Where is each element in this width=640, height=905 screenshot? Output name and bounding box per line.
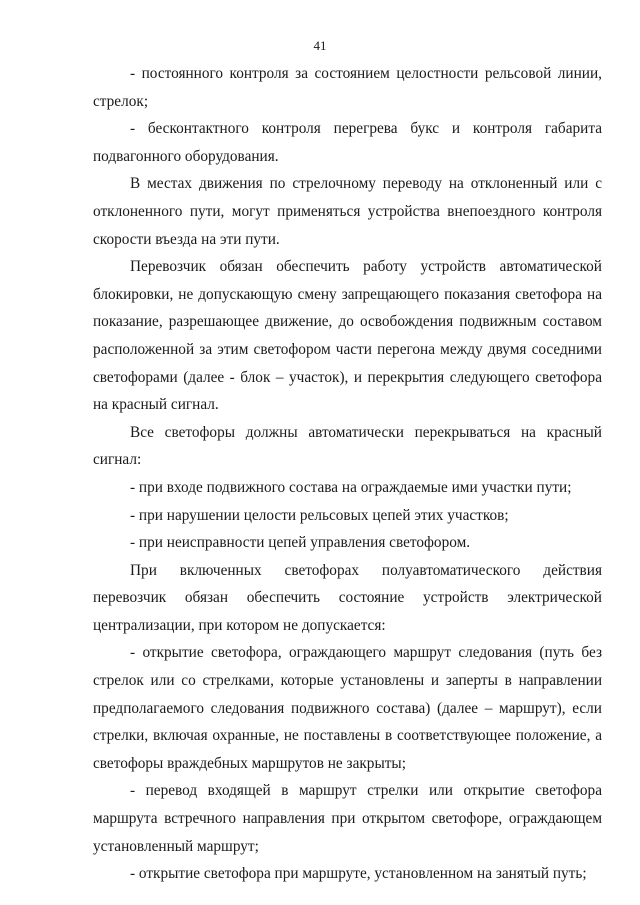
- paragraph: - бесконтактного контроля перегрева букс и контроля габарита подвагонного оборудования.: [93, 120, 602, 165]
- paragraph: - постоянного контроля за состоянием целостности рельсовой линии, стрелок;: [93, 65, 602, 110]
- page-number: 41: [313, 38, 327, 53]
- paragraph: - при неисправности цепей управления светофором.: [130, 534, 471, 552]
- paragraph: - открытие светофора при маршруте, установленном на занятый путь;: [130, 865, 587, 883]
- paragraph: - открытие светофора, ограждающего маршрут следования (путь без стрелок или со стрелками, которые установлены и заперты в направлении предполагаемого следования подвижного состава) (далее – маршрут), если стрелки, включая охранные, не поставлены в соответствующее положение, а светофоры враждебных маршрутов не закрыты;: [93, 644, 602, 772]
- paragraph: В местах движения по стрелочному переводу на отклоненный или с отклоненного пути, могут применяться устройства внепоездного контроля скорости въезда на эти пути.: [93, 175, 602, 248]
- paragraph: Перевозчик обязан обеспечить работу устройств автоматической блокировки, не допускающую смену запрещающего показания светофора на показание, разрешающее движение, до освобождения подвижным составом расположенной за этим светофором части перегона между двумя соседними светофорами (далее - блок – участок), и перекрытия следующего светофора на красный сигнал.: [93, 258, 602, 414]
- paragraph: Все светофоры должны автоматически перекрываться на красный сигнал:: [93, 423, 602, 469]
- paragraph: - перевод входящей в маршрут стрелки или открытие светофора маршрута встречного направления при открытом светофоре, ограждающем установленный маршрут;: [93, 782, 602, 855]
- body-text: [93, 60, 602, 888]
- paragraph: - при входе подвижного состава на ограждаемые ими участки пути;: [130, 478, 572, 496]
- paragraph: - при нарушении целости рельсовых цепей этих участков;: [130, 506, 509, 524]
- paragraph: При включенных светофорах полуавтоматического действия перевозчик обязан обеспечить состояние устройств электрической централизации, при котором не допускается:: [93, 561, 602, 634]
